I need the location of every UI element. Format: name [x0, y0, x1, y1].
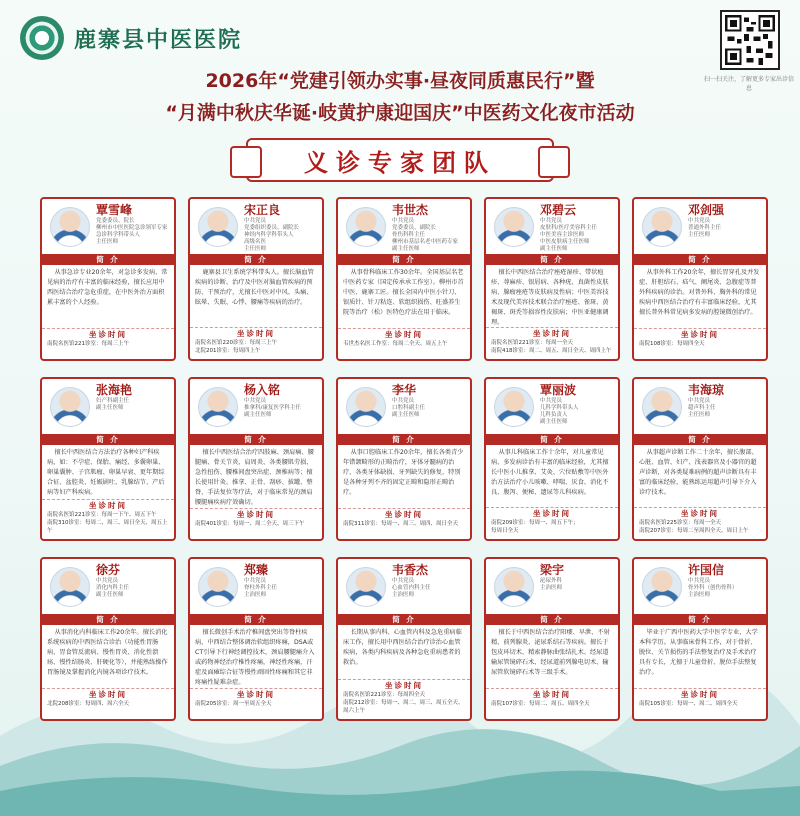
hospital-name: 鹿寨县中医医院 — [74, 26, 243, 53]
doctor-avatar — [346, 207, 386, 247]
schedule-label: 坐诊时间 — [486, 688, 618, 699]
doctor-card — [484, 557, 620, 721]
doctor-name: 郑臻 — [244, 563, 269, 577]
doctor-schedule: 南院108诊室：每周四全天 — [639, 341, 705, 347]
doctor-name: 梁宇 — [540, 563, 565, 577]
doctor-intro: 从事消化内科临床工作20余年。擅长消化系统疾病的中西医结合诊治（功能性胃肠病、胃食管反流病、慢性胃炎、消化性溃疡、慢性结肠炎、肝硬化等），并能熟练操作胃肠镜及掌握消化内镜各项诊疗技术。 — [47, 629, 168, 676]
doctor-titles: 党委委员、院长 柳州市中医医院急诊领军专家 急诊科学科带头人 主任医师 — [96, 218, 168, 245]
intro-label: 简 介 — [42, 614, 174, 625]
doctor-intro: 从事骨科临床工作30余年。全国基层名老中医药专家（国定传承承工作室）。柳州市首中医、鹿寨工匠。擅长全国内中医小针刀、银质针、针刀粘连、软组织损伤、旺盛养生院等治疗（松）医特色疗法在用于临床。 — [343, 269, 464, 316]
doctor-titles: 妇产科副主任 副主任医师 — [96, 398, 130, 411]
doctor-name: 覃丽波 — [540, 383, 577, 397]
doctor-schedule: 韦世杰名医工作室：每周二全天、周五上午 — [343, 341, 448, 347]
doctor-header — [634, 559, 766, 614]
doctor-titles: 中共党员 口腔科副主任 副主任医师 — [392, 398, 426, 418]
doctor-info — [688, 563, 738, 614]
doctor-grid — [40, 197, 768, 721]
doctor-name: 徐芬 — [96, 563, 121, 577]
doctor-intro: 从事口腔临床工作20余年，擅长各类青少年错颌畸形的正畸治疗，牙体牙髓病的治疗，各类牙体缺损、牙列缺失的修复，特别是各种牙列不齐的固定正畸和隐形正畸治疗。 — [343, 449, 464, 496]
doctor-info — [96, 383, 132, 434]
doctor-name: 张海艳 — [96, 383, 133, 397]
doctor-schedule: 南院105诊室：每周一、周二、周四全天 — [639, 701, 738, 707]
doctor-card — [336, 377, 472, 541]
schedule-label: 坐诊时间 — [338, 679, 470, 690]
doctor-avatar — [346, 387, 386, 427]
doctor-header — [486, 199, 618, 254]
doctor-header — [42, 559, 174, 614]
doctor-schedule: 南院205诊室：周一至周五全天 — [195, 701, 272, 707]
intro-label: 简 介 — [486, 254, 618, 265]
doctor-header — [42, 199, 174, 254]
schedule-label: 坐诊时间 — [42, 688, 174, 699]
doctor-card — [188, 197, 324, 361]
doctor-avatar — [198, 567, 238, 607]
doctor-titles: 中共党员 骨外科（创伤骨科） 主治医师 — [688, 578, 738, 598]
doctor-intro: 从事外科工作20余年，擅长胃穿孔及并发症、肝胆结石、疝气、阑尾炎、急腹症等普外科疾病的诊治。对普外科、胸外科的常见疾病中西医结合治疗有丰富临床经验，尤其擅长普外科常见病多发病的腔镜微创治疗。 — [639, 269, 760, 316]
doctor-header — [42, 379, 174, 434]
doctor-schedule: 南院311诊室：每周一、周三、周四、周日全天 — [343, 521, 458, 527]
doctor-card — [632, 557, 768, 721]
doctor-titles: 中共党员 推拿科/康复医学科主任 副主任医师 — [244, 398, 301, 418]
doctor-avatar — [642, 207, 682, 247]
doctor-intro: 擅长中西医结合方法治疗各种妇产科疾病，如：不孕症、保胎、痛经、多囊卵巢、卵巢囊肿、子宫肌瘤、卵巢早衰、更年期综合征、盆腔炎、妊娠剧吐、乳腺结节、产后病等妇产科疾病。 — [47, 449, 165, 496]
doctor-name: 许国信 — [688, 563, 725, 577]
qr-code-icon — [720, 10, 780, 70]
doctor-card — [188, 557, 324, 721]
intro-label: 简 介 — [338, 434, 470, 445]
doctor-avatar — [198, 387, 238, 427]
doctor-header — [190, 559, 322, 614]
doctor-intro: 长期从事内科、心血管内科及急危重病临床工作，擅长用中西医结合治疗诊治心血管疾病，各类内科疾病及各种急危重病患者的救治。 — [343, 629, 462, 666]
doctor-titles: 中共党员 消化内科主任 副主任医师 — [96, 578, 130, 598]
intro-label: 简 介 — [634, 614, 766, 625]
doctor-titles: 中共党员 脊柱外科主任 主治医师 — [244, 578, 278, 598]
doctor-schedule: 南院209诊室：每周一、周五下午； 每周日全天 — [491, 520, 579, 534]
intro-label: 简 介 — [190, 254, 322, 265]
schedule-label: 坐诊时间 — [190, 508, 322, 519]
intro-label: 简 介 — [338, 614, 470, 625]
doctor-header — [486, 559, 618, 614]
doctor-header — [190, 199, 322, 254]
doctor-name: 韦世杰 — [392, 203, 429, 217]
doctor-schedule: 南院名医馆221诊室：每周一全天 南院418诊室：周二、周五、周日全天、周四上午 — [491, 340, 612, 354]
intro-label: 简 介 — [634, 254, 766, 265]
doctor-intro: 从事超声诊断工作二十余年，擅长腹部、心脏、血管、妇产、浅表器官及小器官的超声诊断，对各类疑难病例的超声诊断具有丰富的临床经验，能熟练运用超声引导下介入诊疗技术。 — [639, 449, 758, 496]
qr-caption: 扫一扫关注，了解更多专家出诊信息 — [704, 76, 795, 92]
intro-label: 简 介 — [486, 434, 618, 445]
schedule-label: 坐诊时间 — [634, 507, 766, 518]
doctor-info — [244, 563, 277, 614]
intro-label: 简 介 — [190, 434, 322, 445]
doctor-header — [486, 379, 618, 434]
doctor-schedule: 北院208诊室：每周四、周六全天 — [47, 701, 129, 707]
doctor-avatar — [346, 567, 386, 607]
doctor-intro: 擅长中西医结合治疗四肢麻、颈肩痛、腰腿痛、骨关节炎、肩周炎、各类腰肌劳损、急性扭伤、腰椎间盘突出症、颈椎病等；擅长使用针灸、推拿、正骨、刮痧、拔罐、整脊、手法复位等疗法，对于临床常见的颈肩腰腿痛疾病疗效确切。 — [195, 449, 314, 506]
doctor-name: 覃雪峰 — [96, 203, 133, 217]
doctor-avatar — [198, 207, 238, 247]
doctor-card — [484, 197, 620, 361]
schedule-label: 坐诊时间 — [190, 688, 322, 699]
schedule-label: 坐诊时间 — [634, 328, 766, 339]
doctor-avatar — [50, 207, 90, 247]
schedule-label: 坐诊时间 — [338, 508, 470, 519]
doctor-avatar — [642, 387, 682, 427]
doctor-schedule: 南院名医馆225诊室：每周一全天 南院207诊室：每周二至周四全天、周日上午 — [639, 520, 749, 534]
doctor-card — [188, 377, 324, 541]
doctor-avatar — [642, 567, 682, 607]
hospital-logo-group — [20, 16, 242, 60]
doctor-info — [392, 563, 431, 614]
doctor-schedule: 南院名医馆221诊室：每周一下午、周五下午 南院310诊室：每周二、周三、周日全天、周五上午 — [47, 512, 168, 534]
doctor-intro: 毕业于广西中医药大学中医学专业，大学本科学历。从事临床骨科工作，对于骨折、脱位、关节损伤的手法整复治疗及手术治疗具有专长，尤擅于儿童骨折、脱位手法整复治疗。 — [639, 629, 758, 676]
schedule-label: 坐诊时间 — [42, 499, 174, 510]
schedule-label: 坐诊时间 — [486, 507, 618, 518]
doctor-name: 韦香杰 — [392, 563, 429, 577]
doctor-card — [40, 197, 176, 361]
doctor-schedule: 南院名医馆221诊室：每周四全天 南院212诊室：每周一、周二、周三、周五全天、周六上午 — [343, 692, 464, 714]
doctor-header — [338, 559, 470, 614]
doctor-titles: 中共党员 皮肤科/医疗美容科主任 中医美容主诊医师 中医皮肤病主任医师 副主任医师 — [540, 218, 597, 252]
intro-label: 简 介 — [190, 614, 322, 625]
doctor-intro: 从事儿科临床工作十余年，对儿童常见病、多发病诊治有丰富的临床经验，尤其擅长中医小儿推拿、艾灸、穴位贴敷等中医外治方法治疗小儿咳嗽、哮喘、厌食、消化不良、腹泻、便秘、遗尿等儿科疾病。 — [491, 449, 609, 496]
schedule-label: 坐诊时间 — [338, 328, 470, 339]
doctor-card — [40, 377, 176, 541]
doctor-intro: 鹿寨县卫生系统学科带头人。擅长脑血管疾病的诊断、治疗及中医对脑血管疾病的预防、干预治疗，尤擅长中医对中风、头痛、眩晕、失眠、心悸、腰痛等疾病的治疗。 — [195, 269, 314, 306]
doctor-card — [632, 377, 768, 541]
event-title-line2: “月满中秋庆华诞·岐黄护康迎国庆”中医药文化夜市活动 — [165, 102, 635, 124]
doctor-name: 邓剑强 — [688, 203, 725, 217]
doctor-titles: 中共党员 普通外科主任 主任医师 — [688, 218, 722, 238]
doctor-card — [632, 197, 768, 361]
intro-label: 简 介 — [634, 434, 766, 445]
doctor-info — [688, 203, 724, 254]
doctor-info — [688, 383, 724, 434]
doctor-titles: 中共党员 儿科学科带头人 儿科负责人 副主任医师 — [540, 398, 579, 425]
doctor-name: 邓碧云 — [540, 203, 577, 217]
doctor-titles: 泌尿外科 主治医师 — [540, 578, 563, 591]
doctor-name: 杨入铭 — [244, 383, 281, 397]
schedule-label: 坐诊时间 — [42, 328, 174, 339]
doctor-schedule: 南院401诊室：每周一、周二全天、周三下午 — [195, 521, 305, 527]
doctor-avatar — [50, 567, 90, 607]
doctor-name: 韦海琼 — [688, 383, 725, 397]
intro-label: 简 介 — [486, 614, 618, 625]
doctor-info — [392, 203, 458, 254]
doctor-titles: 中共党员 心血管内科主任 主治医师 — [392, 578, 431, 598]
doctor-info — [540, 563, 564, 614]
schedule-label: 坐诊时间 — [190, 327, 322, 338]
doctor-name: 李华 — [392, 383, 417, 397]
doctor-intro: 从事急诊专业20余年，对急诊多发病、常见病的治疗有丰富的临床经验，擅长应用中西医结合治疗急危重症，在中医外治方面积累丰富的个人经验。 — [47, 269, 168, 306]
doctor-header — [338, 199, 470, 254]
doctor-info — [392, 383, 425, 434]
doctor-header — [634, 379, 766, 434]
doctor-schedule: 南院107诊室：每周二、周五、周四全天 — [491, 701, 590, 707]
doctor-info — [244, 203, 299, 254]
doctor-header — [634, 199, 766, 254]
doctor-avatar — [494, 387, 534, 427]
doctor-avatar — [494, 567, 534, 607]
intro-label: 简 介 — [42, 434, 174, 445]
schedule-label: 坐诊时间 — [634, 688, 766, 699]
intro-label: 简 介 — [42, 254, 174, 265]
doctor-titles: 中共党员 党委组织委员、副院长 神经内科学科带头人 高级名医 主任医师 — [244, 218, 300, 252]
doctor-info — [540, 203, 597, 254]
doctor-avatar — [494, 207, 534, 247]
section-banner — [246, 138, 554, 182]
doctor-intro: 擅长于中西医结合治疗阳痿、早泄、不射精、前列腺炎、泌尿系结石等疾病。擅长于包皮环切术、精索静脉曲张结扎术、经尿道输尿管镜碎石术、经尿道前列腺电切术、输尿管软镜碎石术等三级手术。 — [491, 629, 610, 676]
doctor-intro: 擅长中西医结合治疗痤疮湿疹、带状疱疹、荨麻疹、银屑病、各种疣、真菌性皮肤病、腺瘤痤疮等皮肤病及性病；中医美容技术及现代美容技术联合治疗痤疮、雀斑、黄褐斑、斑秃等损容性皮肤病；中医亚健康调理。 — [491, 269, 609, 326]
doctor-header — [190, 379, 322, 434]
banner-title: 义诊专家团队 — [304, 147, 496, 177]
schedule-label: 坐诊时间 — [486, 327, 618, 338]
doctor-titles: 中共党员 党委委员、副院长 骨伤科科主任 柳州市基层名老中医药专家 副主任医师 — [392, 218, 459, 252]
doctor-card — [336, 197, 472, 361]
doctor-card — [336, 557, 472, 721]
doctor-info — [244, 383, 301, 434]
intro-label: 简 介 — [338, 254, 470, 265]
doctor-info — [96, 203, 168, 254]
hospital-logo-icon — [20, 16, 64, 60]
event-title-line1: 2026年“党建引领办实事·昼夜同质惠民行”暨 — [205, 70, 595, 92]
doctor-titles: 中共党员 超声科主任 主任医师 — [688, 398, 716, 418]
doctor-card — [484, 377, 620, 541]
doctor-schedule: 南院名医馆221诊室：每周三上午 — [47, 341, 129, 347]
doctor-info — [540, 383, 579, 434]
doctor-card — [40, 557, 176, 721]
doctor-info — [96, 563, 129, 614]
doctor-intro: 擅长微创手术治疗椎间盘突出等脊柱疾病，中西结合整体调治软组织疼痛，DSA或CT引导下行神经调控技术，颈肩腰腿痛介入或药物神经治疗椎性疼痛，神经性疼痛，汗症及面瘫综合征等慢性顽固性疼痛和其它非疼痛性疑难杂症。 — [195, 629, 315, 686]
doctor-name: 宋正良 — [244, 203, 281, 217]
doctor-schedule: 南院名医馆220诊室：每周三上午 北院201诊室：每周四上午 — [195, 340, 277, 354]
doctor-header — [338, 379, 470, 434]
doctor-avatar — [50, 387, 90, 427]
